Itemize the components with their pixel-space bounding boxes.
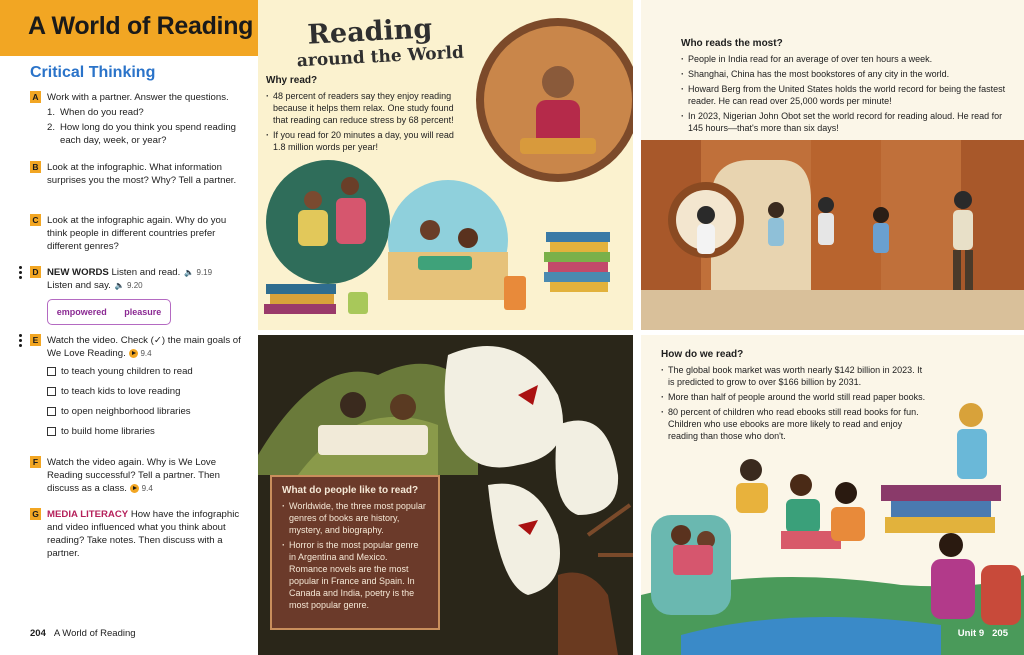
media-literacy-label: MEDIA LITERACY bbox=[47, 509, 129, 520]
question-e bbox=[30, 334, 245, 445]
title-bar bbox=[0, 0, 268, 56]
audio-dots-icon bbox=[19, 266, 22, 281]
listen-say-text: Listen and say. bbox=[47, 280, 111, 291]
list-item: · Shanghai, China has the most bookstores of any city in the world. bbox=[681, 68, 1016, 80]
video-dots-icon bbox=[19, 334, 22, 349]
question-c-text: Look at the infographic again. Why do you think people in different countries prefer different genres? bbox=[47, 215, 227, 252]
question-a-text: Work with a partner. Answer the questions. bbox=[47, 92, 229, 103]
who-reads-heading: Who reads the most? bbox=[681, 38, 783, 49]
question-d bbox=[30, 266, 245, 292]
title-line-1: Reading bbox=[306, 13, 433, 51]
title-line-2: around the World bbox=[296, 42, 465, 72]
question-a-list bbox=[47, 106, 245, 147]
speaker-icon[interactable]: 🔈 9.20 bbox=[114, 281, 143, 290]
speaker-icon[interactable]: 🔈 9.19 bbox=[184, 268, 213, 277]
checkbox-item[interactable]: to teach kids to love reading bbox=[47, 385, 245, 398]
word-pleasure: pleasure bbox=[124, 307, 162, 317]
play-icon[interactable] bbox=[130, 484, 139, 493]
list-item: 1. When do you read? bbox=[47, 107, 144, 118]
why-read-text bbox=[266, 75, 466, 156]
question-g-text: How have the infographic and video influenced what you think about reading? Take notes. Then discuss with a partner. bbox=[47, 509, 240, 559]
checkbox[interactable] bbox=[47, 387, 56, 396]
list-item: · People in India read for an average of over ten hours a week. bbox=[681, 53, 1016, 65]
play-icon[interactable] bbox=[129, 349, 138, 358]
panel-who-reads bbox=[641, 0, 1024, 330]
what-read-box bbox=[270, 475, 440, 630]
tag-g: G bbox=[30, 508, 41, 520]
new-words-box bbox=[47, 299, 171, 325]
question-e-text: Watch the video. Check (✓) the main goals of We Love Reading. bbox=[47, 335, 241, 359]
footer-right bbox=[950, 628, 1008, 639]
tag-b: B bbox=[30, 161, 41, 173]
checkbox[interactable] bbox=[47, 407, 56, 416]
tag-a: A bbox=[30, 91, 41, 103]
list-item: · In 2023, Nigerian John Obot set the world record for reading aloud. He read for 145 hours—that's more than six days! bbox=[681, 110, 1016, 134]
list-item: · The global book market was worth nearly $142 billion in 2023. It is predicted to grow to over $166 billion by 2031. bbox=[661, 364, 931, 388]
unit-label: Unit 9 bbox=[957, 628, 985, 639]
what-read-heading: What do people like to read? bbox=[282, 485, 419, 496]
left-page bbox=[0, 0, 258, 655]
list-item: · Worldwide, the three most popular genres of books are history, mystery, and biography. bbox=[282, 500, 428, 536]
video-ref: 9.4 bbox=[141, 484, 153, 493]
video-ref: 9.4 bbox=[140, 349, 152, 358]
panel-why-read bbox=[258, 0, 633, 330]
page-title: A World of Reading bbox=[28, 12, 254, 40]
how-read-heading: How do we read? bbox=[661, 349, 744, 360]
section-title: Critical Thinking bbox=[30, 64, 156, 81]
list-item: · Howard Berg from the United States holds the world record for being the fastest reader. He can read over 25,000 words per minute! bbox=[681, 83, 1016, 107]
checkbox-item[interactable]: to open neighborhood libraries bbox=[47, 405, 245, 418]
listen-read-text: Listen and read. bbox=[111, 267, 181, 278]
question-f-text: Watch the video again. Why is We Love Reading successful? Tell a partner. Then discuss as a class. bbox=[47, 457, 220, 494]
children-reading-illustration bbox=[641, 335, 1024, 655]
tag-f: F bbox=[30, 456, 41, 468]
list-item: 2. How long do you think you spend reading each day, week, or year? bbox=[47, 122, 237, 146]
tag-c: C bbox=[30, 214, 41, 226]
checkbox[interactable] bbox=[47, 367, 56, 376]
goals-checklist bbox=[47, 365, 245, 438]
reading-illustration bbox=[258, 0, 633, 330]
checkbox-item[interactable]: to build home libraries bbox=[47, 425, 245, 438]
page-number: 204 bbox=[30, 628, 46, 639]
tag-d: D bbox=[30, 266, 41, 278]
tag-e: E bbox=[30, 334, 41, 346]
question-c bbox=[30, 214, 245, 253]
list-item: · If you read for 20 minutes a day, you will read 1.8 million words per year! bbox=[266, 129, 466, 153]
checkbox[interactable] bbox=[47, 427, 56, 436]
who-reads-text bbox=[681, 38, 1016, 137]
question-f bbox=[30, 456, 245, 495]
question-a bbox=[30, 91, 245, 147]
list-item: · More than half of people around the world still read paper books. bbox=[661, 391, 931, 403]
question-b-text: Look at the infographic. What information surprises you the most? Why? Tell a partner. bbox=[47, 162, 237, 186]
list-item: · 80 percent of children who read ebooks still read books for fun. Children who use ebooks are more likely to read and enjoy reading than those who don't. bbox=[661, 406, 931, 442]
panel-what-read bbox=[258, 335, 633, 655]
footer-title: A World of Reading bbox=[53, 628, 136, 639]
why-read-heading: Why read? bbox=[266, 75, 318, 86]
word-empowered: empowered bbox=[56, 307, 107, 317]
panel-how-read bbox=[641, 335, 1024, 655]
list-item: · Horror is the most popular genre in Argentina and Mexico. Romance novels are the most popular in France and Spain. In Canada and India, poetry is the most popular genre. bbox=[282, 539, 428, 611]
list-item: · 48 percent of readers say they enjoy reading because it helps them relax. One study found that reading can reduce stress by 68 percent! bbox=[266, 90, 466, 126]
question-b bbox=[30, 161, 245, 187]
page-number-right: 205 bbox=[992, 628, 1008, 639]
what-read-text bbox=[282, 485, 428, 611]
question-g bbox=[30, 508, 245, 560]
gutter bbox=[633, 0, 641, 655]
bookstore-illustration bbox=[641, 140, 1024, 330]
checkbox-item[interactable]: to teach young children to read bbox=[47, 365, 245, 378]
footer-left bbox=[30, 628, 136, 639]
new-words-label: NEW WORDS bbox=[47, 267, 109, 278]
